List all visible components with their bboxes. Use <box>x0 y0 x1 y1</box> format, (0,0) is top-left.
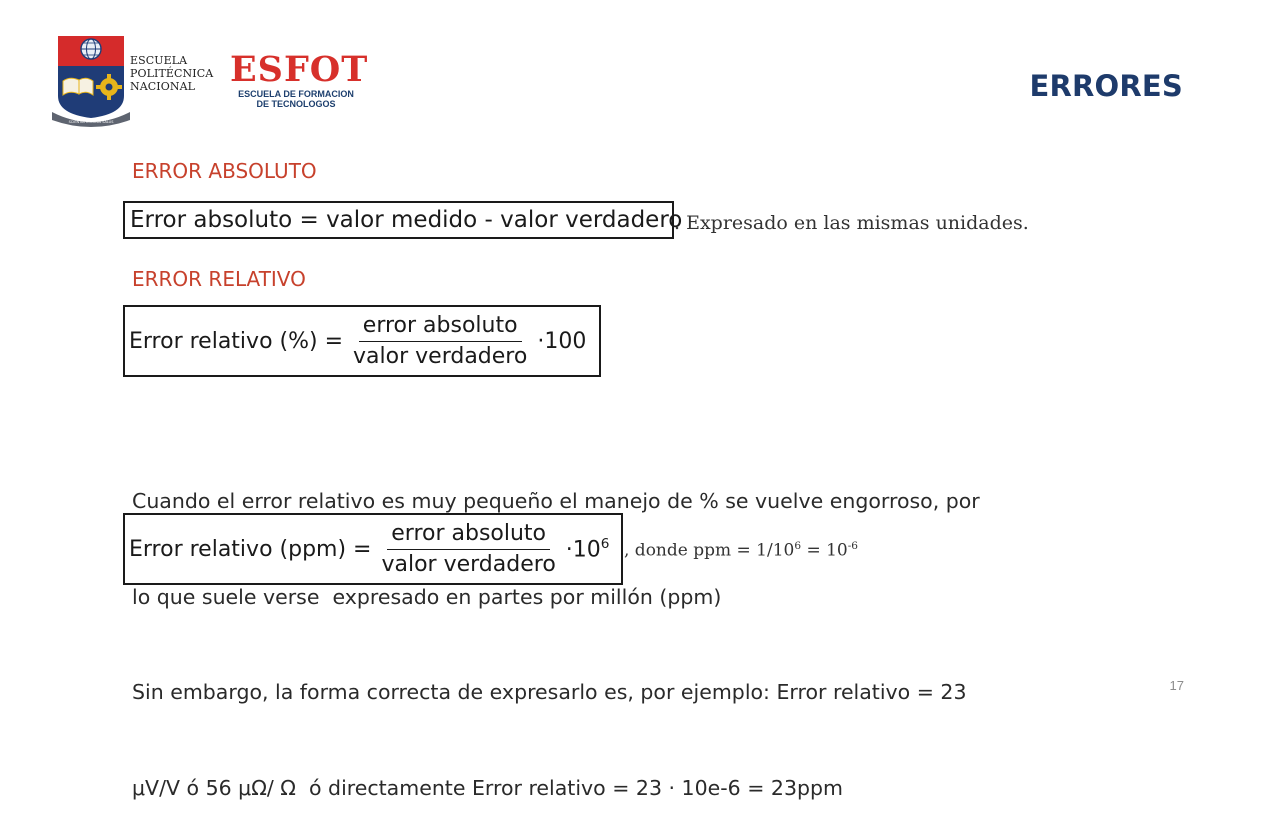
correct-expression-paragraph <box>132 612 967 836</box>
institution-line: NACIONAL <box>130 80 196 93</box>
ppm-multiplier <box>566 536 610 562</box>
relative-formula-lhs: Error relativo (%) = <box>129 328 344 354</box>
ppm-note-exponent: 6 <box>794 540 802 552</box>
relative-multiplier: ·100 <box>537 328 587 354</box>
fraction-denominator: valor verdadero <box>381 552 556 577</box>
paragraph-line: μV/V ó 56 μΩ/ Ω ó directamente Error relativo = 23 · 10e-6 = 23ppm <box>132 776 843 800</box>
absolute-error-formula <box>123 201 683 239</box>
institution-name <box>130 54 213 93</box>
ppm-multiplier-exponent: 6 <box>600 535 610 552</box>
relative-fraction <box>349 314 531 368</box>
heading-error-absoluto: ERROR ABSOLUTO <box>132 159 317 183</box>
ppm-definition-note <box>624 540 858 561</box>
esfot-subtitle <box>229 89 363 109</box>
esfot-logo-text: ESFOT <box>230 49 369 90</box>
paragraph-line: lo que suele verse expresado en partes por millón (ppm) <box>132 585 722 609</box>
ppm-note-exponent: -6 <box>847 540 858 552</box>
ppm-multiplier-base: ·10 <box>565 537 601 563</box>
ppm-note-prefix: , donde ppm = 1/10 <box>624 540 795 561</box>
institution-line: POLITÉCNICA <box>130 67 214 80</box>
ppm-error-formula <box>123 513 623 585</box>
esfot-subtitle-line: ESCUELA DE FORMACION <box>238 89 354 99</box>
esfot-subtitle-line: DE TECNOLOGOS <box>256 99 336 109</box>
paragraph-line: Sin embargo, la forma correcta de expresarlo es, por ejemplo: Error relativo = 23 <box>132 680 967 704</box>
page-number: 17 <box>1169 678 1184 693</box>
fraction-denominator: valor verdadero <box>353 344 528 369</box>
fraction-numerator: error absoluto <box>359 314 522 342</box>
absolute-error-note: . Expresado en las mismas unidades. <box>674 212 1029 234</box>
fraction-numerator: error absoluto <box>387 522 550 550</box>
ppm-formula-lhs: Error relativo (ppm) = <box>129 536 372 562</box>
paragraph-line: Cuando el error relativo es muy pequeño el manejo de % se vuelve engorroso, por <box>132 489 980 513</box>
heading-error-relativo: ERROR RELATIVO <box>132 267 306 291</box>
institution-line: ESCUELA <box>130 54 188 67</box>
ppm-note-middle: = 10 <box>801 540 848 561</box>
relative-error-formula <box>123 305 601 377</box>
slide-title: ERRORES <box>1029 69 1183 103</box>
logo-motto: SCIENTIA HOMINIS SALUS <box>68 120 114 124</box>
epn-crest-logo <box>50 34 132 132</box>
absolute-error-formula-text: Error absoluto = valor medido - valor verdadero <box>130 207 683 233</box>
ppm-fraction <box>377 522 559 576</box>
